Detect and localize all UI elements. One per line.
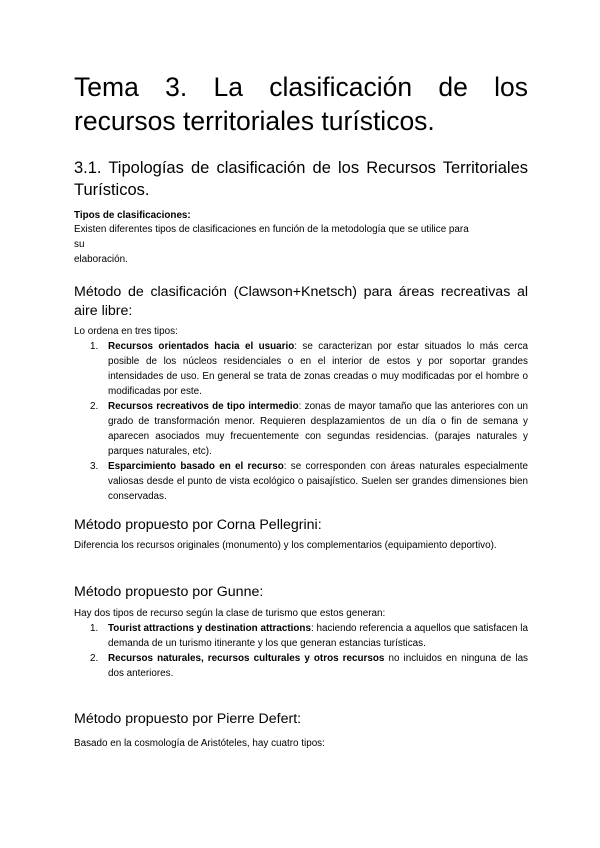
list-item-term: Tourist attractions y destination attractions [108,623,311,634]
list-item [74,459,528,504]
list-number: 1. [90,341,99,352]
gunne-list [74,621,528,681]
corna-heading: Método propuesto por Corna Pellegrini: [74,517,322,533]
gunne-heading: Método propuesto por Gunne: [74,584,264,600]
list-item [74,339,528,399]
section-heading: 3.1. Tipologías de clasificación de los Recursos Territoriales Turísticos. [74,159,528,199]
list-number: 3. [90,461,99,472]
list-number: 2. [90,653,99,664]
page-title: Tema 3. La clasificación de los recursos territoriales turísticos. [74,72,528,136]
gunne-intro: Hay dos tipos de recurso según la clase de turismo que estos generan: [74,608,386,619]
list-item-text: no incluidos en ninguna de las dos anteriores. [108,653,528,679]
list-item-text: : se caracterizan por estar situados lo más cerca posible de los núcleos residenciales o en el interior de estos y por soportar grandes intensidades de uso. En general se trata de zonas creadas o muy modificadas por el hombre o modificadas por este. [108,341,528,397]
defert-heading: Método propuesto por Pierre Defert: [74,711,302,727]
clawson-heading: Método de clasificación (Clawson+Knetsch) para áreas recreativas al aire libre: [74,284,528,319]
list-item [74,651,528,681]
list-item-term: Recursos recreativos de tipo intermedio [108,401,299,412]
list-item-text: : se corresponden con áreas naturales especialmente valiosas desde el punto de vista ecológico o paisajístico. Suelen ser grandes dimensiones bien conservadas. [108,461,528,502]
corna-text: Diferencia los recursos originales (monumento) y los complementarios (equipamiento deportivo). [74,540,497,551]
list-number: 2. [90,401,99,412]
tipos-label: Tipos de clasificaciones: [74,210,191,221]
list-item-text: : haciendo referencia a aquellos que satisfacen la demanda de un turismo itinerante y los que generan estancias turísticas. [108,623,528,649]
list-item-term: Recursos orientados hacia el usuario [108,341,295,352]
tipos-line-1: Existen diferentes tipos de clasificaciones en función de la metodología que se utilice para [74,224,469,235]
clawson-list [74,339,528,504]
clawson-intro: Lo ordena en tres tipos: [74,326,178,337]
list-item-term: Esparcimiento basado en el recurso [108,461,284,472]
tipos-line-2: su [74,239,85,250]
list-item-text: : zonas de mayor tamaño que las anteriores con un grado de transformación menor. Requieren desplazamientos de un día o fin de semana y aparecen asociados muy frecuentemente con segundas residencias. (parajes naturales y parques naturales, etc). [108,401,528,457]
defert-text: Basado en la cosmología de Aristóteles, hay cuatro tipos: [74,738,325,749]
list-item [74,621,528,651]
tipos-line-3: elaboración. [74,254,128,265]
list-item-term: Recursos naturales, recursos culturales y otros recursos [108,653,385,664]
list-item [74,399,528,459]
list-number: 1. [90,623,99,634]
